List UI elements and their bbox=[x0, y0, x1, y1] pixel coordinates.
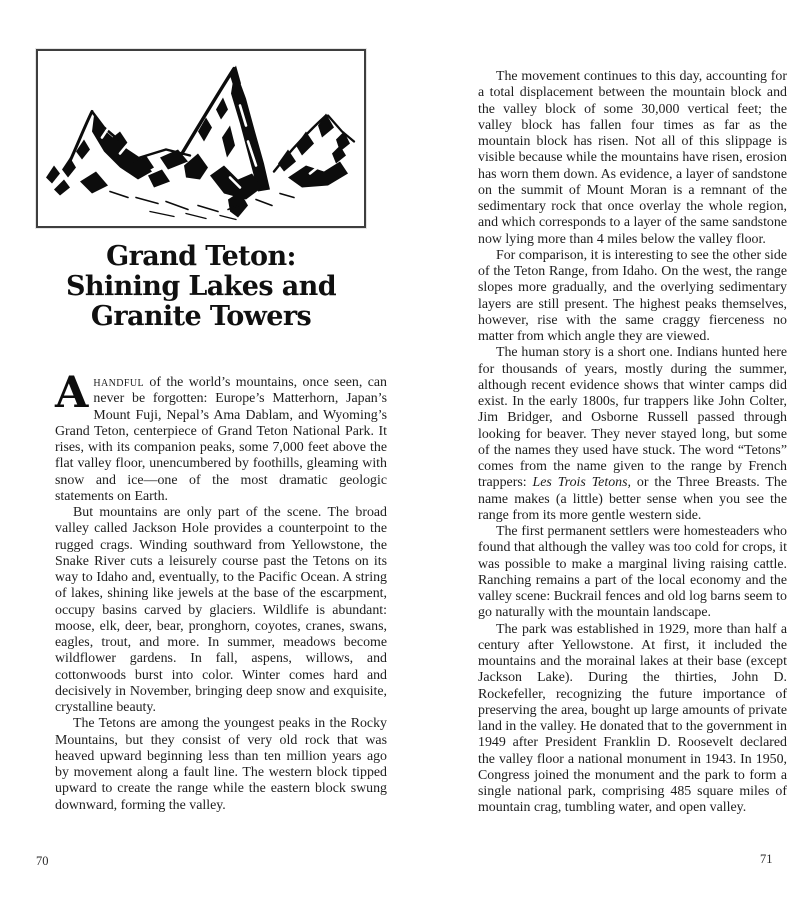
left-page-body bbox=[55, 368, 387, 814]
chapter-title-line-1: Grand Teton: bbox=[106, 241, 296, 272]
paragraph-opening-text: of the world’s mountains, once seen, can never be forgotten: Europe’s Matterhorn, Japan’s Mount Fuji, Nepal’s Ama Dablam, and Wyoming’s Grand Teton, centerpiece of Grand Teton National Park. It rises, with its companion peaks, some 7,000 feet above the flat valley floor, unencumbered by foothills, gleaming with snow and ice—one of the most dramatic geologic statements on Earth. bbox=[55, 375, 387, 504]
chapter-title-line-2: Shining Lakes and bbox=[66, 271, 336, 302]
teton-mountain-range-illustration-icon bbox=[40, 53, 362, 224]
paragraph bbox=[478, 345, 787, 524]
drop-cap: A bbox=[55, 368, 89, 418]
paragraph-text: or the Three Breasts. The name makes (a little) better sense when you see the range from its more gentle western side. bbox=[478, 475, 787, 523]
page-number-left: 70 bbox=[36, 854, 49, 868]
paragraph-text: The human story is a short one. Indians hunted here for thousands of years, mostly during the summer, although recent evidence shows that winter camps did exist. In the early 1800s, fur trappers like John Colter, Jim Bridger, and Osborne Russell passed through looking for beaver. They never stayed long, but some of the names they used have stuck. The word “Tetons” comes from the name given to the range by French trappers: bbox=[478, 345, 787, 491]
figure-frame bbox=[36, 49, 366, 228]
paragraph-opening bbox=[55, 368, 387, 505]
page-number-right: 71 bbox=[760, 852, 773, 866]
paragraph: For comparison, it is interesting to see the other side of the Teton Range, from Idaho. On the west, the range slopes more gradually, and the overlying sedimentary layers are still present. The highest peaks themselves, however, rise with the same craggy fierceness no matter from which angle they are viewed. bbox=[478, 247, 787, 344]
paragraph: The movement continues to this day, accounting for a total displacement between the mountain block and the valley block of some 30,000 vertical feet; the valley block has fallen four times as far as the mountain block has risen. Not all of this slippage is visible because while the mountains have risen, erosion has worn them down. As evidence, a layer of sandstone on the summit of Mount Moran is a remnant of the sedimentary rock that once overlay the whole region, and which corresponds to a layer of the same sandstone now lying more than 4 miles below the valley floor. bbox=[478, 69, 787, 247]
paragraph: The park was established in 1929, more than half a century after Yellowstone. At first, it included the mountains and the morainal lakes at their base (except Jackson Lake). During the thirties, John D. Rockefeller, recognizing the future importance of preserving the area, bought up large amounts of private land in the valley. He donated that to the government in 1949 after President Franklin D. Roosevelt declared the valley floor a national monument in 1943. In 1950, Congress joined the monument and the park to form a single national park, comprising 485 square miles of mountain crag, tumbling water, and open valley. bbox=[478, 621, 787, 816]
paragraph: The first permanent settlers were homesteaders who found that although the valley was too cold for crops, it was possible to make a marginal living raising cattle. Ranching remains a part of the local economy and the valley scene: Buckrail fences and old log barns seem to go naturally with the mountain landscape. bbox=[478, 524, 787, 621]
small-caps-word: handful bbox=[93, 375, 144, 390]
right-page-body bbox=[478, 69, 787, 817]
chapter-title-line-3: Granite Towers bbox=[90, 301, 312, 332]
french-name-italic: Les Trois Tetons, bbox=[532, 475, 631, 491]
paragraph: But mountains are only part of the scene. The broad valley called Jackson Hole provides a counterpoint to the rugged crags. Winding southward from Yellowstone, the Snake River cuts a leisurely course past the Tetons on its way to Idaho and, eventually, to the Pacific Ocean. A string of lakes, shining like jewels at the base of the escarpment, occupy basins carved by glaciers. Wildlife is abundant: moose, elk, deer, bear, pronghorn, coyotes, cranes, swans, eagles, trout, and more. In summer, meadows become wildflower gardens. In fall, aspens, willows, and cottonwoods burst into color. Winter comes hard and decisively in November, bringing deep snow and exquisite, crystalline beauty. bbox=[55, 505, 387, 715]
paragraph: The Tetons are among the youngest peaks in the Rocky Mountains, but they consist of very old rock that was heaved upward beginning less than ten million years ago by movement along a fault line. The western block tipped upward to create the range while the eastern block swung downward, forming the valley. bbox=[55, 716, 387, 813]
chapter-title bbox=[30, 242, 372, 332]
